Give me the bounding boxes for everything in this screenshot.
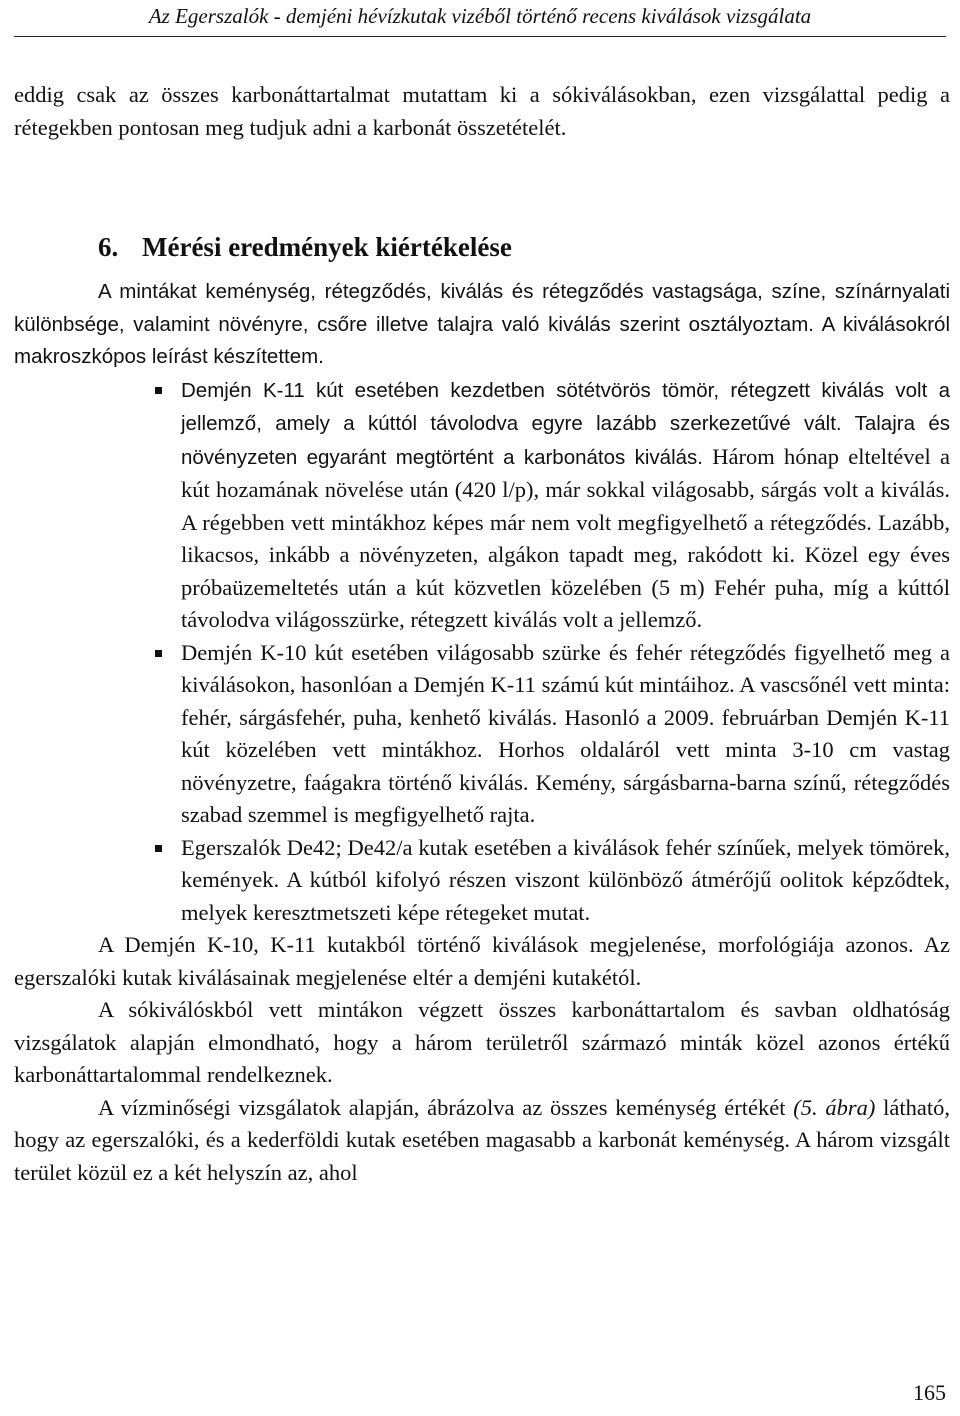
paragraph-text: A vízminőségi vizsgálatok alapján, ábrázolva az összes keménység értékét: [98, 1094, 794, 1120]
list-item-text: Egerszalók De42; De42/a kutak esetében a kiválások fehér színűek, melyek tömörek, kemények. A kútból kifolyó részen viszont különböző átmérőjű oolitok képződtek, melyek keresztmetszeti képe rétegeket mutat.: [181, 834, 950, 925]
body-paragraph: A sókiválóskból vett mintákon végzett összes karbonáttartalom és savban oldhatóság vizsgálatok alapján elmondható, hogy a három területről származó minták közel azonos értékű karbonáttartalommal rendelkeznek.: [14, 997, 950, 1087]
list-item: [14, 374, 950, 637]
section-heading: [14, 230, 950, 264]
section-lead-paragraph: A mintákat keménység, rétegződés, kiválás és rétegződés vastagsága, színe, színárnyalati különbsége, valamint növényre, csőre illetve talajra való kiválás szerint osztályoztam. A kiválásokról makroszkópos leírást készítettem.: [14, 280, 950, 368]
figure-reference: (5. ábra): [793, 1094, 876, 1120]
bullet-list: [14, 374, 950, 930]
page-body: [14, 79, 950, 1189]
body-paragraph: A Demjén K-10, K-11 kutakból történő kiválások megjelenése, morfológiája azonos. Az egerszalóki kutak kiválásainak megjelenése eltér a demjéni kutakétól.: [14, 932, 950, 990]
section-number: 6.: [98, 232, 119, 262]
list-item: [14, 832, 950, 930]
page-number: 165: [913, 1380, 946, 1405]
paragraph-text: látható, hogy az egerszalóki, és a kederföldi kutak esetében magasabb a karbonát keménység. A három vizsgált terület közül ez a két helyszín az, ahol: [14, 1094, 951, 1185]
intro-paragraph: eddig csak az összes karbonáttartalmat mutattam ki a sókiválásokban, ezen vizsgálattal pedig a rétegekben pontosan meg tudjuk adni a karbonát összetételét.: [14, 82, 950, 140]
list-item: [14, 637, 950, 832]
list-item-text: Demjén K-10 kút esetében világosabb szürke és fehér rétegződés figyelhető meg a kiválásokon, hasonlóan a Demjén K-11 számú kút mintáihoz. A vascsőnél vett minta: fehér, sárgásfehér, puha, kenhető kiválás. Hasonló a 2009. februárban Demjén K-11 kút közelében vett mintákhoz. Horhos oldaláról vett minta 3-10 cm vastag növényzetre, faágakra történő kiválás. Kemény, sárgásbarna-barna színű, rétegződés szabad szemmel is megfigyelhető rajta.: [181, 639, 950, 827]
bullet-icon: [155, 387, 162, 394]
list-item-sans-text: Demjén K-11 kút esetében kezdetben sötétvörös tömör, rétegzett kiválás volt a jellemző, amely a kúttól távolodva egyre lazább szerkezetűvé vált. Talajra és növényzeten egyaránt megtörtént a karbonátos kiválás.: [181, 378, 950, 469]
list-item-text: Három hónap elteltével a kút hozamának növelése után (420 l/p), már sokkal világosabb, sárgás volt a kiválás. A régebben vett mintákhoz képes már nem volt megfigyelhető a rétegződés. Lazább, likacsos, inkább a növényzeten, algákon tapadt meg, rakódott ki. Közel egy éves próbaüzemeltetés után a kút közvetlen közelében (5 m) Fehér puha, míg a kúttól távolodva világosszürke, rétegzett kiválás volt a jellemző.: [181, 443, 950, 632]
bullet-icon: [155, 845, 162, 852]
body-paragraph-last: [14, 1092, 950, 1190]
running-header: Az Egerszalók - demjéni hévízkutak vizéből történő recens kiválások vizsgálata: [148, 4, 812, 28]
section-title: Mérési eredmények kiértékelése: [142, 232, 512, 262]
header-divider: [14, 36, 946, 37]
bullet-icon: [155, 650, 162, 657]
